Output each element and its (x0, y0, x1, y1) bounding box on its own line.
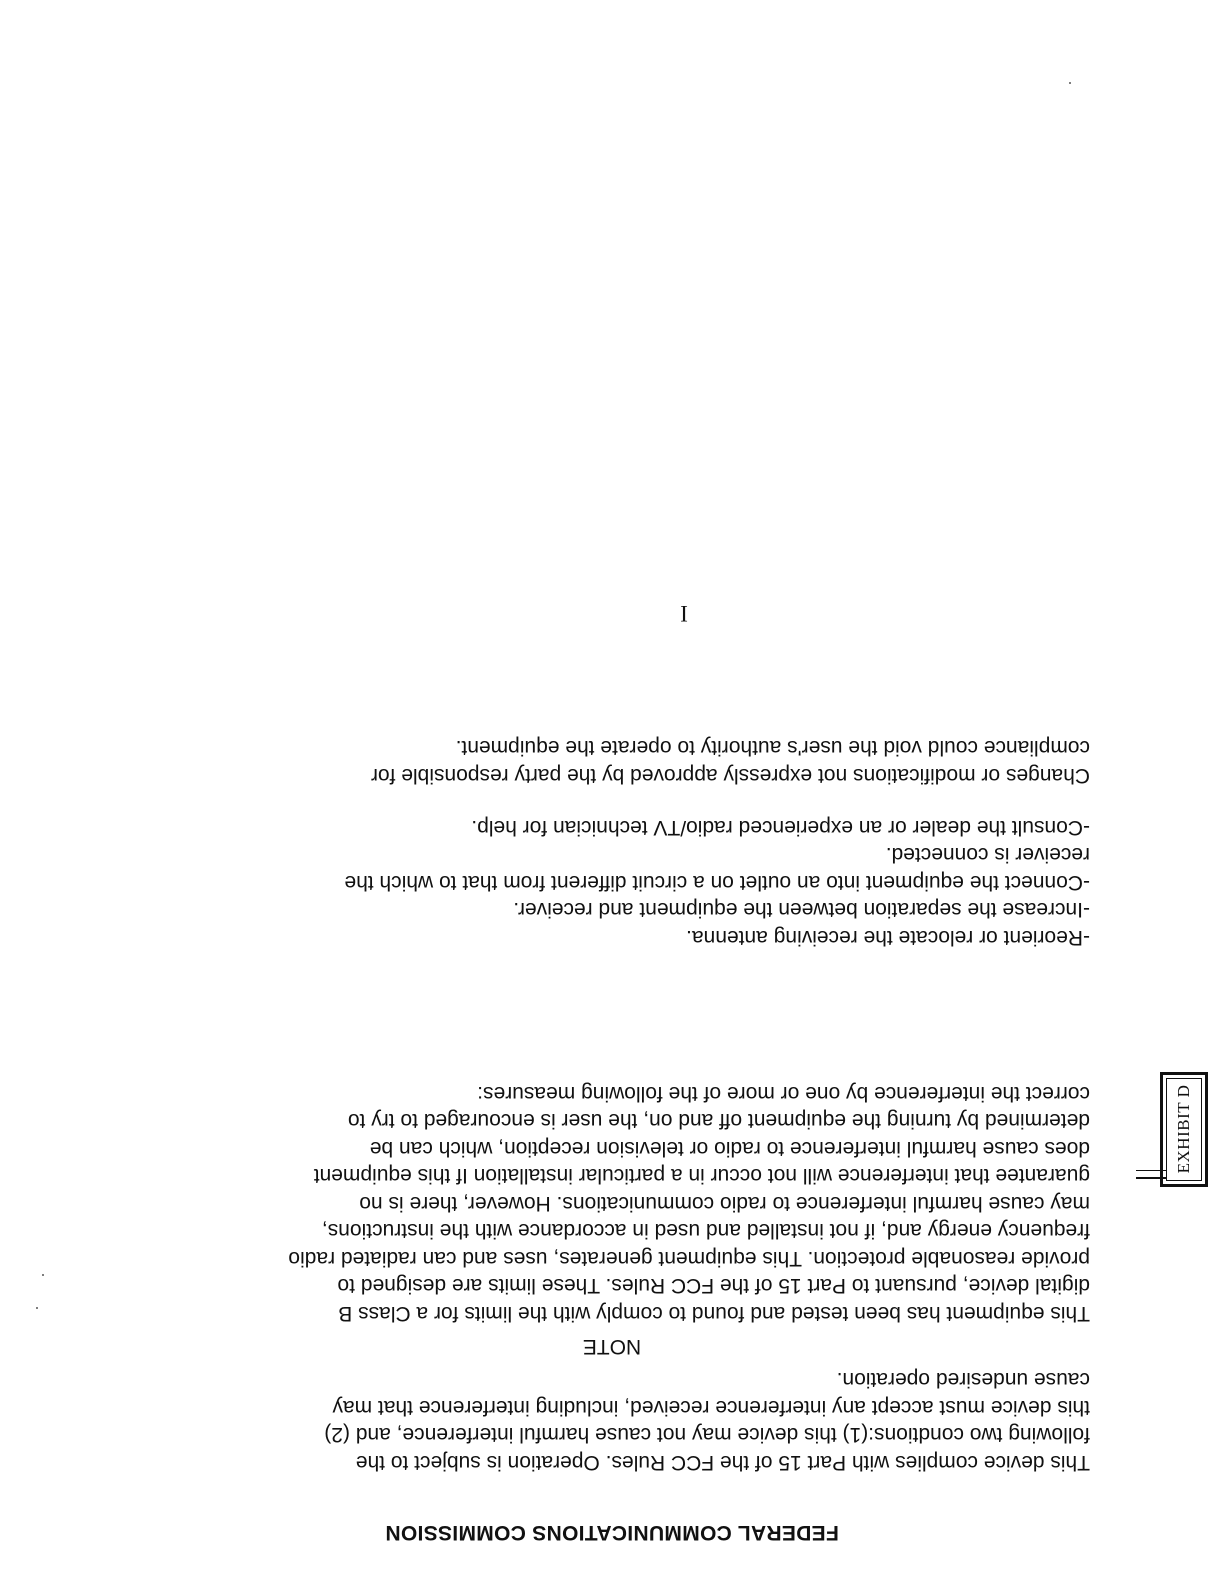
text-line: Changes or modifications not expressly approved by the party responsible for (370, 764, 1090, 787)
text-line: This equipment has been tested and found to comply with the limits for a Class B (338, 1302, 1090, 1325)
text-line: digital device, pursuant to Part 15 of the FCC Rules. These limits are designed to (337, 1274, 1090, 1298)
text-line: does cause harmful interference to radio or television reception, which can be (369, 1137, 1090, 1160)
text-line: guarantee that interference will not occur in a particular installation If this equipment (313, 1164, 1090, 1188)
measure-item: -Consult the dealer or an experienced radio/TV technician for help. (471, 816, 1090, 839)
text-line: This device complies with Part 15 of the FCC Rules. Operation is subject to the (355, 1451, 1090, 1474)
stamp-mark (1136, 1170, 1166, 1171)
exhibit-label: EXHIBIT D (1174, 1085, 1193, 1174)
text-line: cause undesired operation. (836, 1368, 1090, 1392)
text-line: following two condtions:(1) this device may not cause harmful interference, and (2) (324, 1423, 1090, 1447)
text-line: frequency energy and, if not installed and used in accordance with the instructions, (321, 1219, 1090, 1243)
text-line: compliance could void the user's authority to operate the equipment. (455, 736, 1090, 760)
note-paragraph (160, 1080, 1090, 1328)
measure-item: receiver is connected. (885, 843, 1090, 867)
text-line: may cause harmful interference to radio communications. However, there is no (359, 1192, 1090, 1215)
measure-item: -Connect the equipment into an outlet on a circuit different from that to which the (344, 871, 1090, 894)
measure-item: -Reorient or relocate the receiving antenna. (686, 926, 1090, 949)
measure-item: -Increase the separation between the equipment and receiver. (513, 898, 1090, 922)
text-line: this device must accept any interference received, including interference that may (332, 1396, 1090, 1419)
measures-list (160, 814, 1090, 952)
exhibit-stamp (1160, 1072, 1208, 1187)
document-title: FEDERAL COMMUNICATIONS COMMISSION (385, 1521, 839, 1544)
text-line: determined by turning the equipment off and on, the user is encouraged to try to (347, 1109, 1090, 1133)
text-line: provide reasonable protection. This equipment generates, uses and can radiated radio (288, 1247, 1090, 1270)
scan-speck (1069, 82, 1071, 84)
scan-speck (42, 1274, 44, 1276)
compliance-statement (160, 1366, 1090, 1476)
text-line: correct the interference by one or more of the following measures: (477, 1082, 1090, 1105)
note-heading: NOTE (582, 1335, 642, 1358)
changes-warning (160, 734, 1090, 789)
scan-speck (36, 1307, 38, 1309)
page-number: I (680, 601, 688, 626)
stamp-mark (1136, 1177, 1166, 1179)
